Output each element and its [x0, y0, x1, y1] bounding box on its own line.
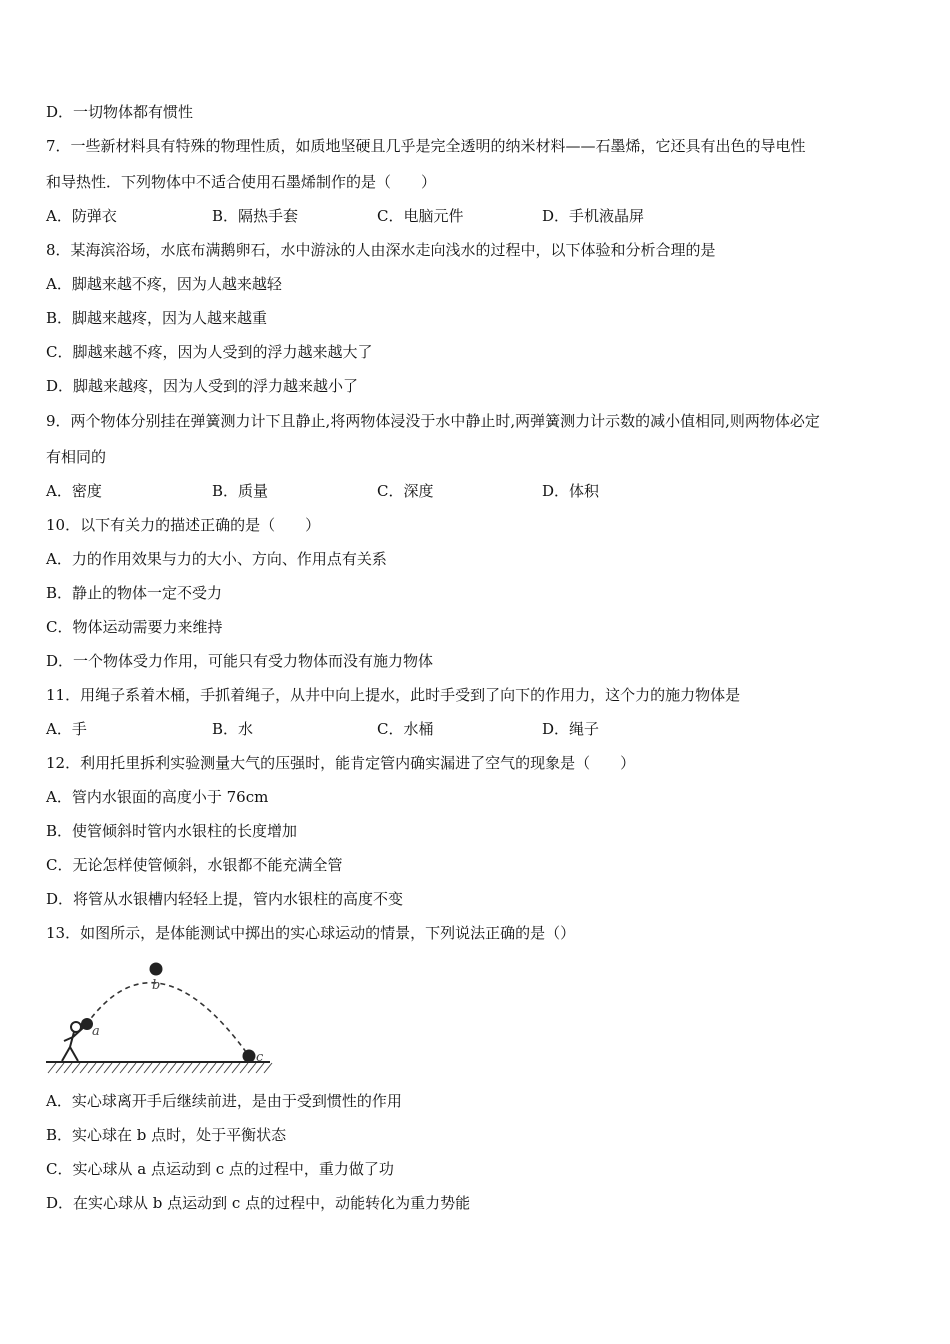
q7-option-d: D．手机液晶屏	[542, 207, 645, 225]
q11-options	[46, 719, 906, 739]
q8-option-a: A．脚越来越不疼，因为人越来越轻	[46, 275, 282, 293]
q12-option-c: C．无论怎样使管倾斜，水银都不能充满全管	[46, 856, 343, 874]
q7-stem-line-2: 和导热性．下列物体中不适合使用石墨烯制作的是（ ）	[46, 173, 437, 191]
q13-figure	[44, 955, 280, 1079]
ground-hatching	[48, 1063, 272, 1073]
q10-option-c: C．物体运动需要力来维持	[46, 618, 223, 636]
q11-option-b: B．水	[212, 720, 254, 738]
q11-option-a: A．手	[46, 720, 87, 738]
q9-options	[46, 481, 906, 501]
q13-option-d: D．在实心球从 b 点运动到 c 点的过程中，动能转化为重力势能	[46, 1194, 471, 1212]
q12-option-a: A．管内水银面的高度小于 76cm	[46, 788, 269, 806]
ball-c	[243, 1050, 256, 1063]
q8-option-d: D．脚越来越疼，因为人受到的浮力越来越小了	[46, 377, 359, 395]
q10-option-d: D．一个物体受力作用，可能只有受力物体而没有施力物体	[46, 652, 434, 670]
q9-stem-line-1: 9．两个物体分别挂在弹簧测力计下且静止,将两物体浸没于水中静止时,两弹簧测力计示数的减小值相同,则两物体必定	[46, 412, 820, 430]
q13-option-b: B．实心球在 b 点时，处于平衡状态	[46, 1126, 287, 1144]
ball-b	[150, 963, 163, 976]
q9-option-c: C．深度	[377, 482, 434, 500]
trajectory-path	[86, 983, 249, 1056]
q13-option-a: A．实心球离开手后继续前进，是由于受到惯性的作用	[46, 1092, 402, 1110]
q12-option-d: D．将管从水银槽内轻轻上提，管内水银柱的高度不变	[46, 890, 404, 908]
q10-option-b: B．静止的物体一定不受力	[46, 584, 223, 602]
q12-stem: 12．利用托里拆利实验测量大气的压强时，能肯定管内确实漏进了空气的现象是（ ）	[46, 754, 636, 772]
projectile-diagram	[44, 955, 280, 1079]
q7-options	[46, 206, 906, 226]
label-c: c	[256, 1050, 264, 1065]
q8-option-c: C．脚越来越不疼，因为人受到的浮力越来越大了	[46, 343, 373, 361]
q12-option-b: B．使管倾斜时管内水银柱的长度增加	[46, 822, 298, 840]
q13-stem: 13．如图所示，是体能测试中掷出的实心球运动的情景，下列说法正确的是（）	[46, 924, 576, 942]
q9-option-a: A．密度	[46, 482, 102, 500]
q7-option-c: C．电脑元件	[377, 207, 464, 225]
q8-stem: 8．某海滨浴场，水底布满鹅卵石，水中游泳的人由深水走向浅水的过程中，以下体验和分析合理的是	[46, 241, 716, 259]
q6-option-d: D．一切物体都有惯性	[46, 103, 194, 121]
q10-stem: 10．以下有关力的描述正确的是（ ）	[46, 516, 321, 534]
q9-option-d: D．体积	[542, 482, 600, 500]
q11-option-c: C．水桶	[377, 720, 434, 738]
q9-stem-line-2: 有相同的	[46, 448, 107, 466]
label-a: a	[92, 1024, 100, 1039]
q7-option-b: B．隔热手套	[212, 207, 299, 225]
thrower-figure	[62, 1022, 84, 1061]
q11-stem: 11．用绳子系着木桶，手抓着绳子，从井中向上提水，此时手受到了向下的作用力，这个力的施力物体是	[46, 686, 741, 704]
q8-option-b: B．脚越来越疼，因为人越来越重	[46, 309, 268, 327]
label-b: b	[152, 978, 161, 993]
q13-option-c: C．实心球从 a 点运动到 c 点的过程中，重力做了功	[46, 1160, 394, 1178]
q7-option-a: A．防弹衣	[46, 207, 117, 225]
q9-option-b: B．质量	[212, 482, 269, 500]
q10-option-a: A．力的作用效果与力的大小、方向、作用点有关系	[46, 550, 387, 568]
q11-option-d: D．绳子	[542, 720, 600, 738]
q7-stem-line-1: 7．一些新材料具有特殊的物理性质，如质地坚硬且几乎是完全透明的纳米材料——石墨烯，它还具有出色的导电性	[46, 137, 806, 155]
